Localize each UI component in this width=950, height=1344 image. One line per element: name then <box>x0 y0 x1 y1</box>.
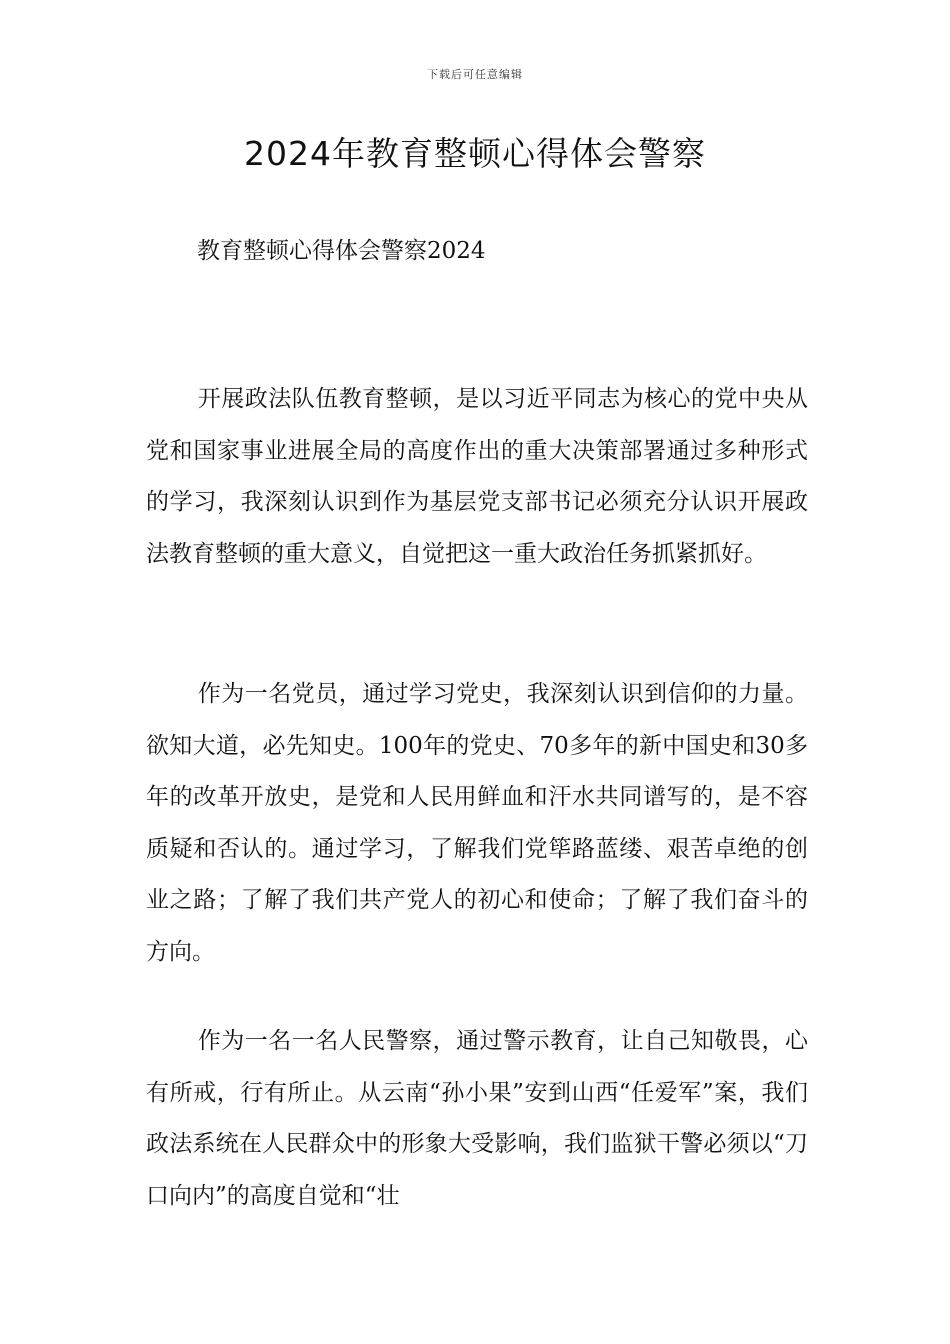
body-paragraph: 作为一名一名人民警察，通过警示教育，让自己知敬畏，心有所戒，行有所止。从云南“孙小果”安到山西“任爱军”案，我们政法系统在人民群众中的形象大受影响，我们监狱干警必须以“刀口向内”的高度自觉和“壮 <box>146 1028 808 1209</box>
header-note: 下载后可任意编辑 <box>427 68 523 81</box>
body-paragraph: 开展政法队伍教育整顿，是以习近平同志为核心的党中央从党和国家事业进展全局的高度作出的重大决策部署通过多种形式的学习，我深刻认识到作为基层党支部书记必须充分认识开展政法教育整顿的重大意义，自觉把这一重大政治任务抓紧抓好。 <box>146 386 808 567</box>
document-subtitle: 教育整顿心得体会警察2024 <box>197 238 486 264</box>
body-paragraph: 作为一名党员，通过学习党史，我深刻认识到信仰的力量。欲知大道，必先知史。100年的党史、70多年的新中国史和30多年的改革开放史，是党和人民用鲜血和汗水共同谱写的，是不容质疑和否认的。通过学习，了解我们党筚路蓝缕、艰苦卓绝的创业之路；了解了我们共产党人的初心和使命；了解了我们奋斗的方向。 <box>146 681 808 965</box>
document-title: 2024年教育整顿心得体会警察 <box>244 134 706 173</box>
